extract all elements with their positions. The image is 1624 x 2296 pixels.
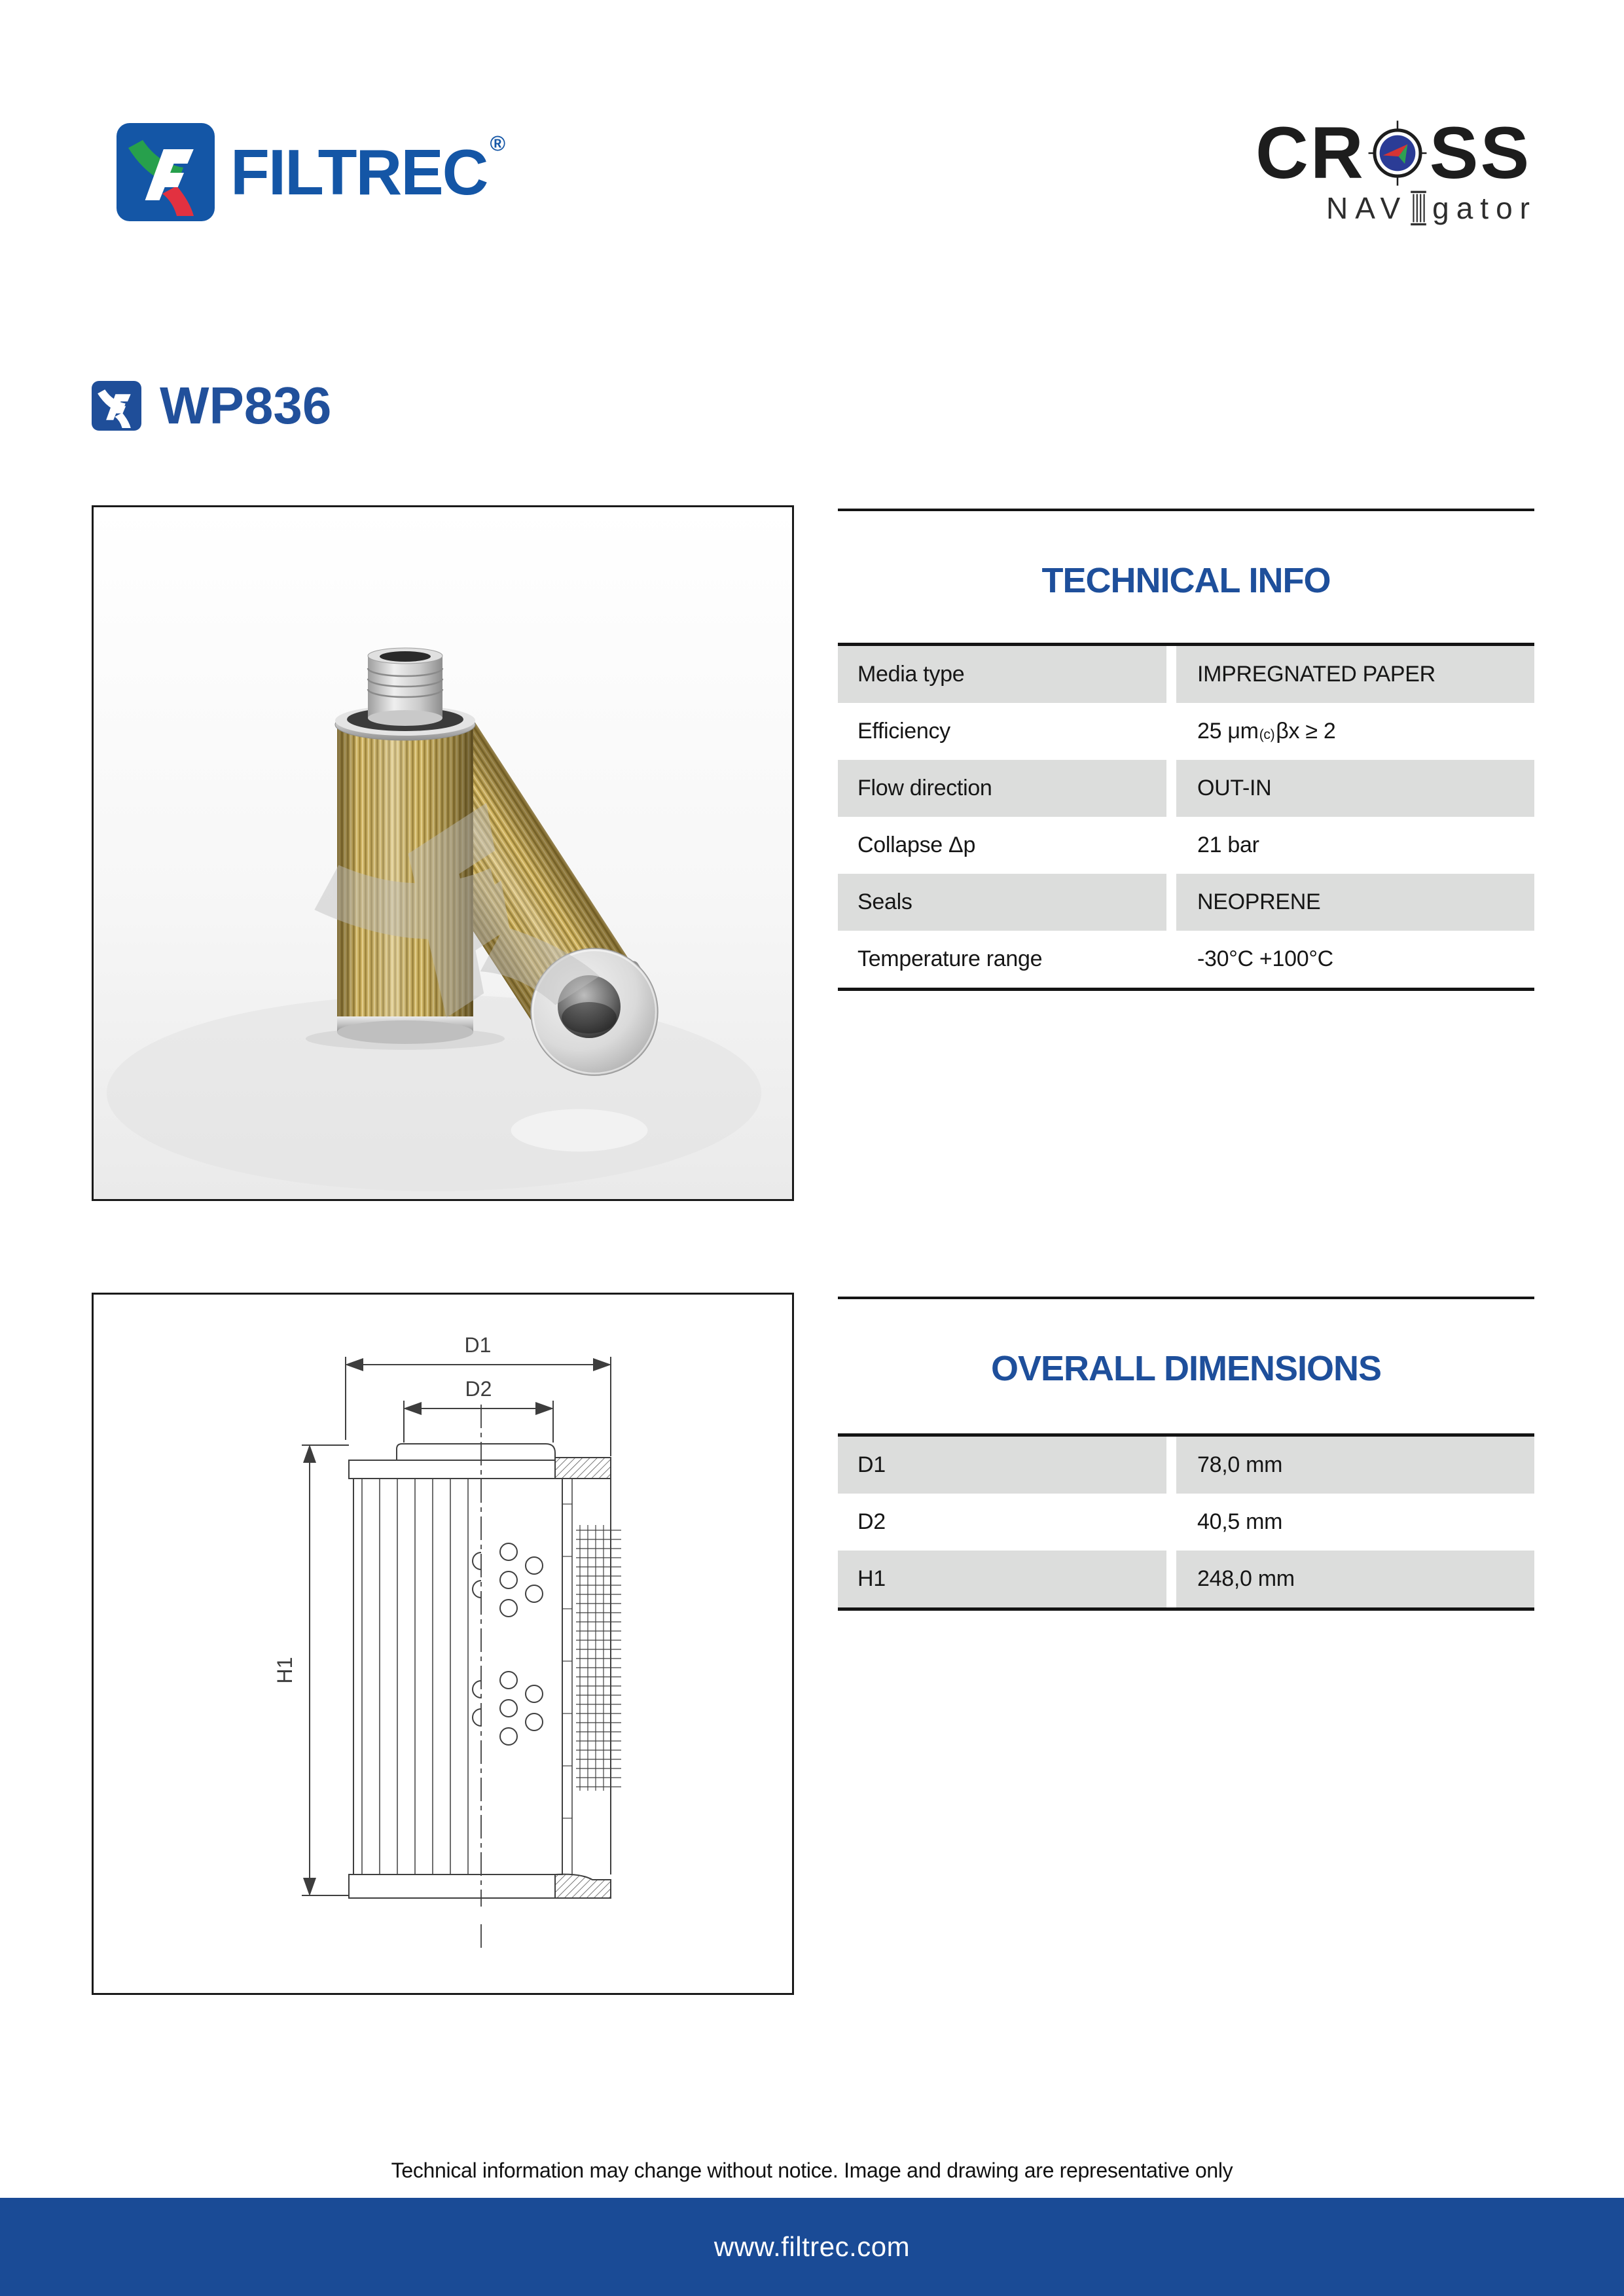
row-label: D1 (838, 1437, 1166, 1494)
row-label: H1 (838, 1551, 1166, 1607)
cross-navigator-logo (1255, 112, 1537, 226)
technical-drawing-box (92, 1293, 794, 1995)
registered-trademark: ® (490, 131, 505, 155)
row-label: Temperature range (838, 931, 1166, 988)
column-gap (1166, 760, 1176, 817)
row-value: 21 bar (1176, 817, 1534, 874)
table-row (838, 1494, 1534, 1551)
row-value: -30°C +100°C (1176, 931, 1534, 988)
table-row (838, 760, 1534, 817)
drawing-label-d1: D1 (464, 1333, 492, 1357)
column-gap (1166, 1437, 1176, 1494)
product-photo (94, 507, 792, 1199)
filtrec-logo (117, 123, 504, 221)
drawing-label-h1: H1 (273, 1657, 297, 1684)
overall-dimensions-table (838, 1433, 1534, 1611)
efficiency-value-post: βx ≥ 2 (1276, 718, 1336, 744)
cross-letters-ss: SS (1429, 112, 1532, 194)
column-icon (1409, 190, 1428, 226)
section-rule (838, 509, 1534, 511)
column-gap (1166, 1494, 1176, 1551)
column-gap (1166, 874, 1176, 931)
row-label: D2 (838, 1494, 1166, 1551)
overall-dimensions-section (838, 1297, 1534, 1611)
navigator-gator: gator (1432, 191, 1537, 225)
table-row (838, 931, 1534, 988)
product-photo-box (92, 505, 794, 1201)
cross-letters-cr: CR (1255, 112, 1365, 194)
technical-info-section (838, 509, 1534, 991)
compass-icon (1367, 117, 1428, 190)
filtrec-wordmark (230, 131, 505, 209)
drawing-label-d2: D2 (465, 1377, 492, 1401)
table-row (838, 1551, 1534, 1607)
table-row (838, 874, 1534, 931)
website-link[interactable]: www.filtrec.com (713, 2231, 911, 2262)
navigator-nav: NAV (1326, 191, 1408, 225)
cross-logo-sub (1255, 190, 1537, 226)
column-gap (1166, 646, 1176, 703)
column-gap (1166, 1551, 1176, 1607)
row-label: Media type (838, 646, 1166, 703)
disclaimer-text: Technical information may change without notice. Image and drawing are representative only (391, 2159, 1233, 2182)
row-value: 40,5 mm (1176, 1494, 1534, 1551)
filtrec-wordmark-text: FILTREC (230, 135, 488, 208)
table-row (838, 646, 1534, 703)
column-gap (1166, 931, 1176, 988)
row-value: IMPREGNATED PAPER (1176, 646, 1534, 703)
column-gap (1166, 817, 1176, 874)
part-number-icon (92, 381, 141, 431)
row-label: Flow direction (838, 760, 1166, 817)
row-value: OUT-IN (1176, 760, 1534, 817)
row-label: Seals (838, 874, 1166, 931)
row-value: NEOPRENE (1176, 874, 1534, 931)
filtrec-mark-icon (117, 123, 215, 221)
row-label: Collapse Δp (838, 817, 1166, 874)
row-label: Efficiency (838, 703, 1166, 760)
row-value: 25 μm $_{(c)}$ βx ≥ 2 (1176, 703, 1534, 760)
row-value: 248,0 mm (1176, 1551, 1534, 1607)
tech-info-heading: TECHNICAL INFO (1041, 561, 1331, 600)
technical-drawing (94, 1295, 792, 1993)
efficiency-value-pre: 25 μm (1197, 718, 1259, 744)
overall-dimensions-heading: OVERALL DIMENSIONS (990, 1349, 1382, 1388)
page-title: WP836 (160, 376, 332, 435)
table-row (838, 703, 1534, 760)
website-bar (0, 2198, 1624, 2296)
cross-logo-top (1255, 112, 1537, 194)
row-value: 78,0 mm (1176, 1437, 1534, 1494)
table-row (838, 817, 1534, 874)
table-row (838, 1437, 1534, 1494)
section-rule (838, 1297, 1534, 1299)
tech-info-table (838, 643, 1534, 991)
part-title (92, 376, 331, 436)
column-gap (1166, 703, 1176, 760)
